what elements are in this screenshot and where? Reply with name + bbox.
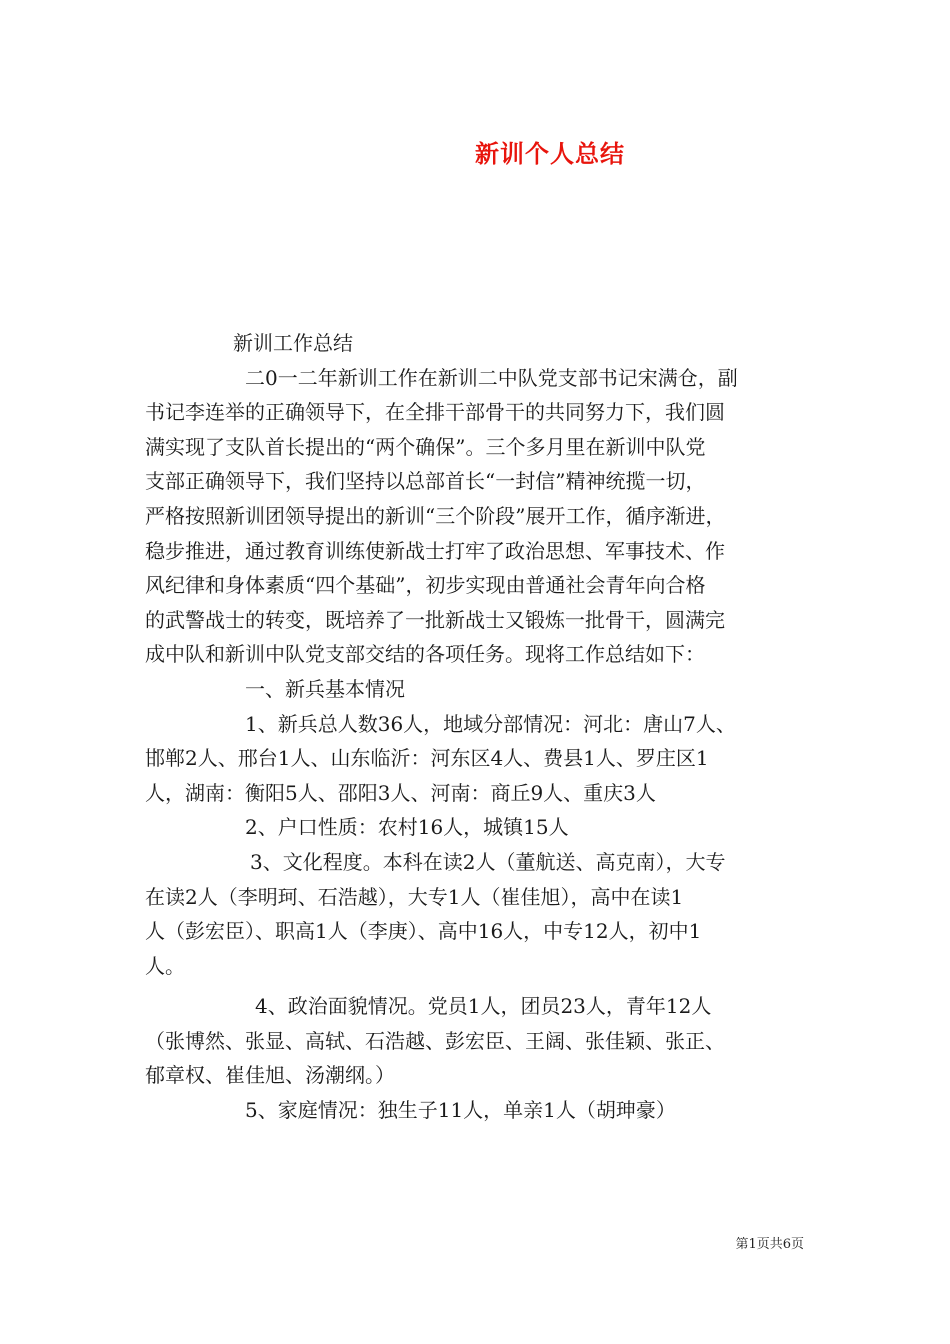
paragraph-line: 二0一二年新训工作在新训二中队党支部书记宋满仓，副 — [245, 365, 738, 390]
item-3-line: 人。 — [145, 953, 185, 978]
item-2: 2、户口性质：农村16人，城镇15人 — [245, 815, 569, 840]
section-title: 新训工作总结 — [233, 331, 353, 355]
paragraph-line: 支部正确领导下，我们坚持以总部首长“一封信”精神统揽一切， — [145, 469, 706, 494]
item-1-line: 1、新兵总人数36人，地域分部情况：河北：唐山7人、 — [245, 711, 736, 736]
item-4-line: （张博然、张显、高轼、石浩越、彭宏臣、王阔、张佳颖、张正、 — [145, 1028, 725, 1053]
paragraph-line: 风纪律和身体素质“四个基础”，初步实现由普通社会青年向合格 — [145, 573, 706, 598]
item-3-line: 3、文化程度。本科在读2人（董航送、高克南），大专 — [250, 849, 726, 874]
item-3-line: 在读2人（李明珂、石浩越），大专1人（崔佳旭），高中在读1 — [145, 884, 684, 909]
page-title: 新训个人总结 — [475, 139, 625, 168]
item-1-line: 邯郸2人、邢台1人、山东临沂：河东区4人、费县1人、罗庄区1 — [145, 746, 709, 771]
document-body — [145, 326, 805, 1128]
item-4-line: 郁章权、崔佳旭、汤潮纲。） — [145, 1063, 395, 1088]
item-5: 5、家庭情况：独生子11人，单亲1人（胡珅豪） — [245, 1098, 676, 1123]
paragraph-line: 成中队和新训中队党支部交结的各项任务。现将工作总结如下： — [145, 642, 705, 667]
item-4-line: 4、政治面貌情况。党员1人，团员23人，青年12人 — [255, 994, 712, 1019]
item-3-line: 人（彭宏臣）、职高1人（李庚）、高中16人，中专12人，初中1 — [145, 919, 702, 944]
paragraph-line: 严格按照新训团领导提出的新训“三个阶段”展开工作，循序渐进， — [145, 503, 726, 528]
heading-basic-info: 一、新兵基本情况 — [245, 676, 405, 701]
paragraph-line: 满实现了支队首长提出的“两个确保”。三个多月里在新训中队党 — [145, 434, 706, 459]
paragraph-line: 书记李连举的正确领导下，在全排干部骨干的共同努力下，我们圆 — [145, 400, 725, 425]
paragraph-line: 稳步推进，通过教育训练使新战士打牢了政治思想、军事技术、作 — [145, 538, 725, 563]
item-1-line: 人，湖南：衡阳5人、邵阳3人、河南：商丘9人、重庆3人 — [145, 780, 656, 805]
paragraph-line: 的武警战士的转变，既培养了一批新战士又锻炼一批骨干，圆满完 — [145, 607, 725, 632]
page-number: 第1页共6页 — [735, 1237, 804, 1252]
